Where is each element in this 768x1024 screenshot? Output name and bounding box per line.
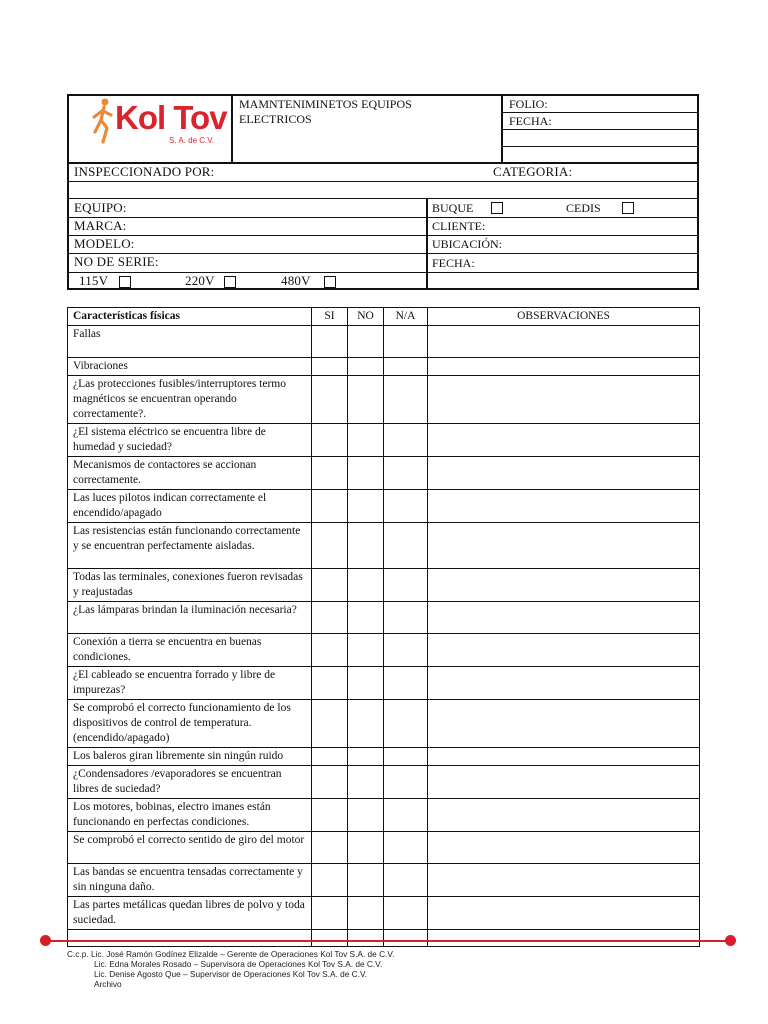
na-cell[interactable] — [384, 326, 428, 358]
table-row — [68, 766, 700, 799]
cc-line-2: Lic. Edna Morales Rosado – Supervisora de Operaciones Kol Tov S.A. de C.V. — [94, 959, 383, 969]
na-cell[interactable] — [384, 602, 428, 634]
no-cell[interactable] — [348, 457, 384, 490]
na-cell[interactable] — [384, 748, 428, 766]
model-label: MODELO: — [74, 236, 135, 251]
table-row — [68, 358, 700, 376]
observations-cell[interactable] — [428, 523, 700, 569]
na-cell[interactable] — [384, 700, 428, 748]
row-characteristic — [68, 930, 312, 947]
na-cell[interactable] — [384, 832, 428, 864]
equipment-label: EQUIPO: — [74, 200, 127, 215]
no-cell[interactable] — [348, 569, 384, 602]
observations-cell[interactable] — [428, 634, 700, 667]
folio-label: FOLIO: — [509, 97, 548, 111]
header-characteristics: Características físicas — [68, 308, 312, 326]
si-cell[interactable] — [312, 748, 348, 766]
si-cell[interactable] — [312, 424, 348, 457]
no-cell[interactable] — [348, 424, 384, 457]
na-cell[interactable] — [384, 358, 428, 376]
cc-line-3: Lic. Denise Agosto Que – Supervisor de Operaciones Kol Tov S.A. de C.V. — [94, 969, 368, 979]
na-cell[interactable] — [384, 424, 428, 457]
observations-cell[interactable] — [428, 799, 700, 832]
cc-line-1: C.c.p. Lic. José Ramón Godínez Elizalde – Gerente de Operaciones Kol Tov S.A. de C.V. — [67, 949, 395, 959]
observations-cell[interactable] — [428, 897, 700, 930]
na-cell[interactable] — [384, 569, 428, 602]
row-characteristic: Las partes metálicas quedan libres de polvo y toda suciedad. — [68, 897, 312, 930]
table-row — [68, 667, 700, 700]
na-cell[interactable] — [384, 766, 428, 799]
table-row — [68, 748, 700, 766]
row-characteristic: ¿Las protecciones fusibles/interruptores termo magnéticos se encuentran operando correctamente?. — [68, 376, 312, 424]
na-cell[interactable] — [384, 634, 428, 667]
table-row — [68, 424, 700, 457]
si-cell[interactable] — [312, 569, 348, 602]
si-cell[interactable] — [312, 799, 348, 832]
na-cell[interactable] — [384, 457, 428, 490]
si-cell[interactable] — [312, 490, 348, 523]
voltage-220-checkbox[interactable] — [224, 276, 236, 288]
na-cell[interactable] — [384, 864, 428, 897]
document-title-line2: ELECTRICOS — [239, 112, 312, 126]
na-cell[interactable] — [384, 376, 428, 424]
na-cell[interactable] — [384, 523, 428, 569]
document-title: MAMNTENIMINETOS EQUIPOS — [239, 97, 412, 111]
no-cell[interactable] — [348, 930, 384, 947]
observations-cell[interactable] — [428, 457, 700, 490]
si-cell[interactable] — [312, 864, 348, 897]
row-characteristic: Los motores, bobinas, electro imanes están funcionando en perfectas condiciones. — [68, 799, 312, 832]
observations-cell[interactable] — [428, 326, 700, 358]
observations-cell[interactable] — [428, 700, 700, 748]
buque-checkbox[interactable] — [491, 202, 503, 214]
row-characteristic: Se comprobó el correcto sentido de giro del motor — [68, 832, 312, 864]
na-cell[interactable] — [384, 667, 428, 700]
observations-cell[interactable] — [428, 748, 700, 766]
table-row — [68, 569, 700, 602]
table-row — [68, 326, 700, 358]
si-cell[interactable] — [312, 602, 348, 634]
row-characteristic: Fallas — [68, 326, 312, 358]
row-characteristic: ¿El sistema eléctrico se encuentra libre de humedad y suciedad? — [68, 424, 312, 457]
row-characteristic: Se comprobó el correcto funcionamiento de los dispositivos de control de temperatura. (encendido/apagado) — [68, 700, 312, 748]
na-cell[interactable] — [384, 799, 428, 832]
no-cell[interactable] — [348, 523, 384, 569]
no-cell[interactable] — [348, 700, 384, 748]
location-label: UBICACIÓN: — [432, 237, 503, 251]
cedis-label: CEDIS — [566, 201, 601, 215]
observations-cell[interactable] — [428, 602, 700, 634]
table-row — [68, 376, 700, 424]
si-cell[interactable] — [312, 457, 348, 490]
si-cell[interactable] — [312, 358, 348, 376]
na-cell[interactable] — [384, 930, 428, 947]
voltage-115-checkbox[interactable] — [119, 276, 131, 288]
table-row — [68, 523, 700, 569]
observations-cell[interactable] — [428, 864, 700, 897]
si-cell[interactable] — [312, 326, 348, 358]
row-characteristic: Mecanismos de contactores se accionan correctamente. — [68, 457, 312, 490]
row-characteristic: Vibraciones — [68, 358, 312, 376]
row-characteristic: Conexión a tierra se encuentra en buenas condiciones. — [68, 634, 312, 667]
no-cell[interactable] — [348, 766, 384, 799]
observations-cell[interactable] — [428, 766, 700, 799]
table-row — [68, 700, 700, 748]
header-na: N/A — [384, 308, 428, 326]
table-row — [68, 799, 700, 832]
header-no: NO — [348, 308, 384, 326]
cedis-checkbox[interactable] — [622, 202, 634, 214]
observations-cell[interactable] — [428, 832, 700, 864]
table-row — [68, 864, 700, 897]
footer-dot-left — [40, 935, 51, 946]
si-cell[interactable] — [312, 523, 348, 569]
cc-line-4: Archivo — [94, 979, 122, 989]
voltage-220-label: 220V — [185, 273, 215, 288]
no-cell[interactable] — [348, 864, 384, 897]
row-characteristic: Todas las terminales, conexiones fueron revisadas y reajustadas — [68, 569, 312, 602]
brand-label: MARCA: — [74, 218, 127, 233]
observations-cell[interactable] — [428, 424, 700, 457]
row-characteristic: Los baleros giran libremente sin ningún ruido — [68, 748, 312, 766]
no-cell[interactable] — [348, 799, 384, 832]
no-cell[interactable] — [348, 667, 384, 700]
observations-cell[interactable] — [428, 667, 700, 700]
company-logo — [91, 96, 231, 160]
no-cell[interactable] — [348, 376, 384, 424]
header-form — [67, 94, 699, 290]
category-label: CATEGORIA: — [493, 164, 573, 179]
table-header-row — [68, 308, 700, 326]
row-characteristic: Las bandas se encuentra tensadas correctamente y sin ninguna daño. — [68, 864, 312, 897]
header-si: SI — [312, 308, 348, 326]
inspection-table — [67, 307, 700, 947]
observations-cell[interactable] — [428, 358, 700, 376]
inspected-by-label: INSPECCIONADO POR: — [74, 164, 215, 179]
no-cell[interactable] — [348, 358, 384, 376]
no-cell[interactable] — [348, 897, 384, 930]
table-row — [68, 602, 700, 634]
observations-cell[interactable] — [428, 490, 700, 523]
table-row — [68, 897, 700, 930]
table-row — [68, 832, 700, 864]
table-row — [68, 490, 700, 523]
si-cell[interactable] — [312, 667, 348, 700]
observations-cell[interactable] — [428, 930, 700, 947]
si-cell[interactable] — [312, 930, 348, 947]
no-cell[interactable] — [348, 634, 384, 667]
no-cell[interactable] — [348, 748, 384, 766]
na-cell[interactable] — [384, 897, 428, 930]
voltage-115-label: 115V — [79, 273, 109, 288]
footer-dot-right — [725, 935, 736, 946]
voltage-480-checkbox[interactable] — [324, 276, 336, 288]
row-characteristic: ¿El cableado se encuentra forrado y libre de impurezas? — [68, 667, 312, 700]
si-cell[interactable] — [312, 766, 348, 799]
no-cell[interactable] — [348, 490, 384, 523]
si-cell[interactable] — [312, 897, 348, 930]
si-cell[interactable] — [312, 832, 348, 864]
table-row — [68, 930, 700, 947]
observations-cell[interactable] — [428, 569, 700, 602]
si-cell[interactable] — [312, 376, 348, 424]
client-label: CLIENTE: — [432, 219, 486, 233]
row-characteristic: Las luces pilotos indican correctamente el encendido/apagado — [68, 490, 312, 523]
na-cell[interactable] — [384, 490, 428, 523]
row-characteristic: Las resistencias están funcionando correctamente y se encuentran perfectamente aisladas. — [68, 523, 312, 569]
table-row — [68, 634, 700, 667]
brand-name: Kol Tov — [115, 99, 227, 136]
row-characteristic: ¿Las lámparas brindan la iluminación necesaria? — [68, 602, 312, 634]
observations-cell[interactable] — [428, 376, 700, 424]
buque-label: BUQUE — [432, 201, 474, 215]
table-row — [68, 457, 700, 490]
si-cell[interactable] — [312, 634, 348, 667]
header-observations: OBSERVACIONES — [428, 308, 700, 326]
voltage-480-label: 480V — [281, 273, 311, 288]
serial-number-label: NO DE SERIE: — [74, 254, 159, 269]
footer-divider — [45, 940, 731, 942]
header-date-label: FECHA: — [509, 114, 552, 128]
no-cell[interactable] — [348, 326, 384, 358]
date-label: FECHA: — [432, 256, 475, 270]
brand-subtitle: S. A. de C.V. — [169, 136, 215, 145]
si-cell[interactable] — [312, 700, 348, 748]
row-characteristic: ¿Condensadores /evaporadores se encuentran libres de suciedad? — [68, 766, 312, 799]
no-cell[interactable] — [348, 602, 384, 634]
no-cell[interactable] — [348, 832, 384, 864]
